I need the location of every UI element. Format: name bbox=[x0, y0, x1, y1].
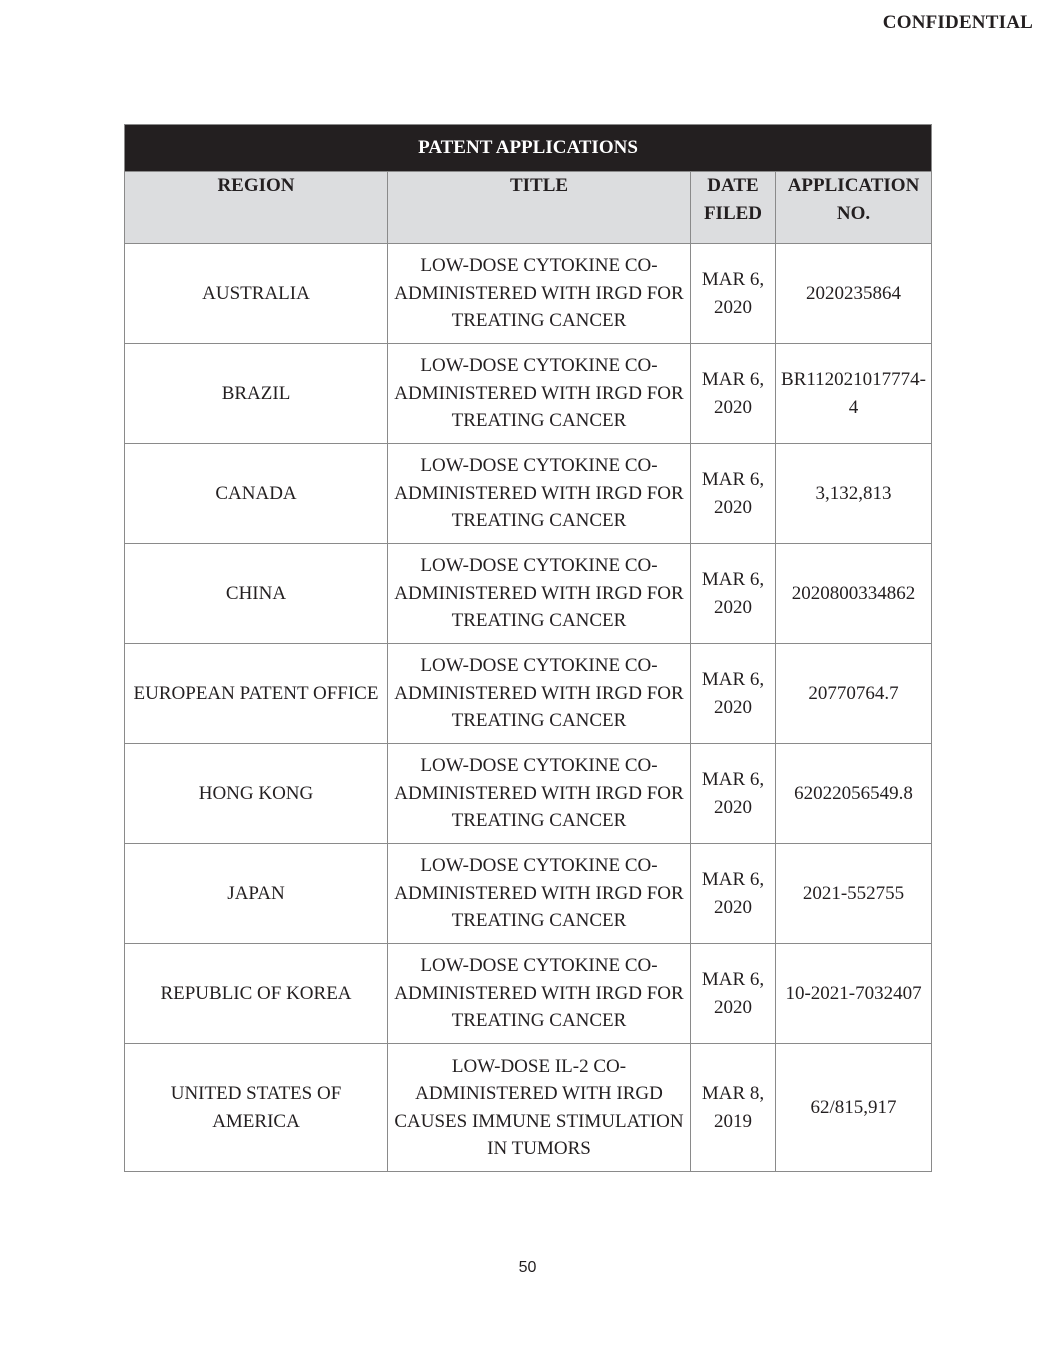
cell-application-no: 2020800334862 bbox=[776, 544, 932, 644]
cell-region: CHINA bbox=[125, 544, 388, 644]
cell-title: LOW-DOSE CYTOKINE CO-ADMINISTERED WITH IRGD FOR TREATING CANCER bbox=[388, 844, 691, 944]
cell-title: LOW-DOSE CYTOKINE CO-ADMINISTERED WITH IRGD FOR TREATING CANCER bbox=[388, 744, 691, 844]
table-row bbox=[125, 1044, 932, 1172]
cell-title: LOW-DOSE CYTOKINE CO-ADMINISTERED WITH IRGD FOR TREATING CANCER bbox=[388, 344, 691, 444]
cell-title: LOW-DOSE CYTOKINE CO-ADMINISTERED WITH IRGD FOR TREATING CANCER bbox=[388, 544, 691, 644]
cell-region: EUROPEAN PATENT OFFICE bbox=[125, 644, 388, 744]
cell-region: UNITED STATES OF AMERICA bbox=[125, 1044, 388, 1172]
cell-region: HONG KONG bbox=[125, 744, 388, 844]
column-header-date-filed: DATE FILED bbox=[691, 172, 776, 244]
confidential-label: CONFIDENTIAL bbox=[882, 12, 1033, 33]
patent-applications-table bbox=[124, 124, 932, 1172]
cell-title: LOW-DOSE CYTOKINE CO-ADMINISTERED WITH IRGD FOR TREATING CANCER bbox=[388, 244, 691, 344]
cell-application-no: 62/815,917 bbox=[776, 1044, 932, 1172]
cell-application-no: 3,132,813 bbox=[776, 444, 932, 544]
table-row bbox=[125, 344, 932, 444]
cell-date-filed: MAR 6, 2020 bbox=[691, 544, 776, 644]
page-number: 50 bbox=[518, 1259, 537, 1276]
cell-region: AUSTRALIA bbox=[125, 244, 388, 344]
column-header-region: REGION bbox=[125, 172, 388, 244]
table-header-row bbox=[125, 172, 932, 244]
cell-region: JAPAN bbox=[125, 844, 388, 944]
table-row bbox=[125, 644, 932, 744]
cell-title: LOW-DOSE CYTOKINE CO-ADMINISTERED WITH IRGD FOR TREATING CANCER bbox=[388, 644, 691, 744]
table-row bbox=[125, 444, 932, 544]
cell-application-no: 2021-552755 bbox=[776, 844, 932, 944]
cell-date-filed: MAR 6, 2020 bbox=[691, 444, 776, 544]
cell-title: LOW-DOSE IL-2 CO-ADMINISTERED WITH IRGD CAUSES IMMUNE STIMULATION IN TUMORS bbox=[388, 1044, 691, 1172]
cell-region: BRAZIL bbox=[125, 344, 388, 444]
table-title bbox=[125, 125, 932, 172]
cell-date-filed: MAR 6, 2020 bbox=[691, 344, 776, 444]
cell-date-filed: MAR 6, 2020 bbox=[691, 644, 776, 744]
table-row bbox=[125, 944, 932, 1044]
cell-date-filed: MAR 6, 2020 bbox=[691, 244, 776, 344]
cell-region: CANADA bbox=[125, 444, 388, 544]
cell-date-filed: MAR 6, 2020 bbox=[691, 944, 776, 1044]
table-row bbox=[125, 544, 932, 644]
cell-date-filed: MAR 6, 2020 bbox=[691, 744, 776, 844]
table-title-text: PATENT APPLICATIONS bbox=[418, 137, 638, 159]
column-header-title: TITLE bbox=[388, 172, 691, 244]
cell-date-filed: MAR 6, 2020 bbox=[691, 844, 776, 944]
cell-title: LOW-DOSE CYTOKINE CO-ADMINISTERED WITH IRGD FOR TREATING CANCER bbox=[388, 444, 691, 544]
column-header-application-no: APPLICATION NO. bbox=[776, 172, 932, 244]
table-row bbox=[125, 244, 932, 344]
table-row bbox=[125, 744, 932, 844]
cell-application-no: 62022056549.8 bbox=[776, 744, 932, 844]
cell-application-no: BR112021017774-4 bbox=[776, 344, 932, 444]
cell-title: LOW-DOSE CYTOKINE CO-ADMINISTERED WITH IRGD FOR TREATING CANCER bbox=[388, 944, 691, 1044]
cell-date-filed: MAR 8, 2019 bbox=[691, 1044, 776, 1172]
cell-application-no: 2020235864 bbox=[776, 244, 932, 344]
cell-region: REPUBLIC OF KOREA bbox=[125, 944, 388, 1044]
cell-application-no: 20770764.7 bbox=[776, 644, 932, 744]
cell-application-no: 10-2021-7032407 bbox=[776, 944, 932, 1044]
table-row bbox=[125, 844, 932, 944]
